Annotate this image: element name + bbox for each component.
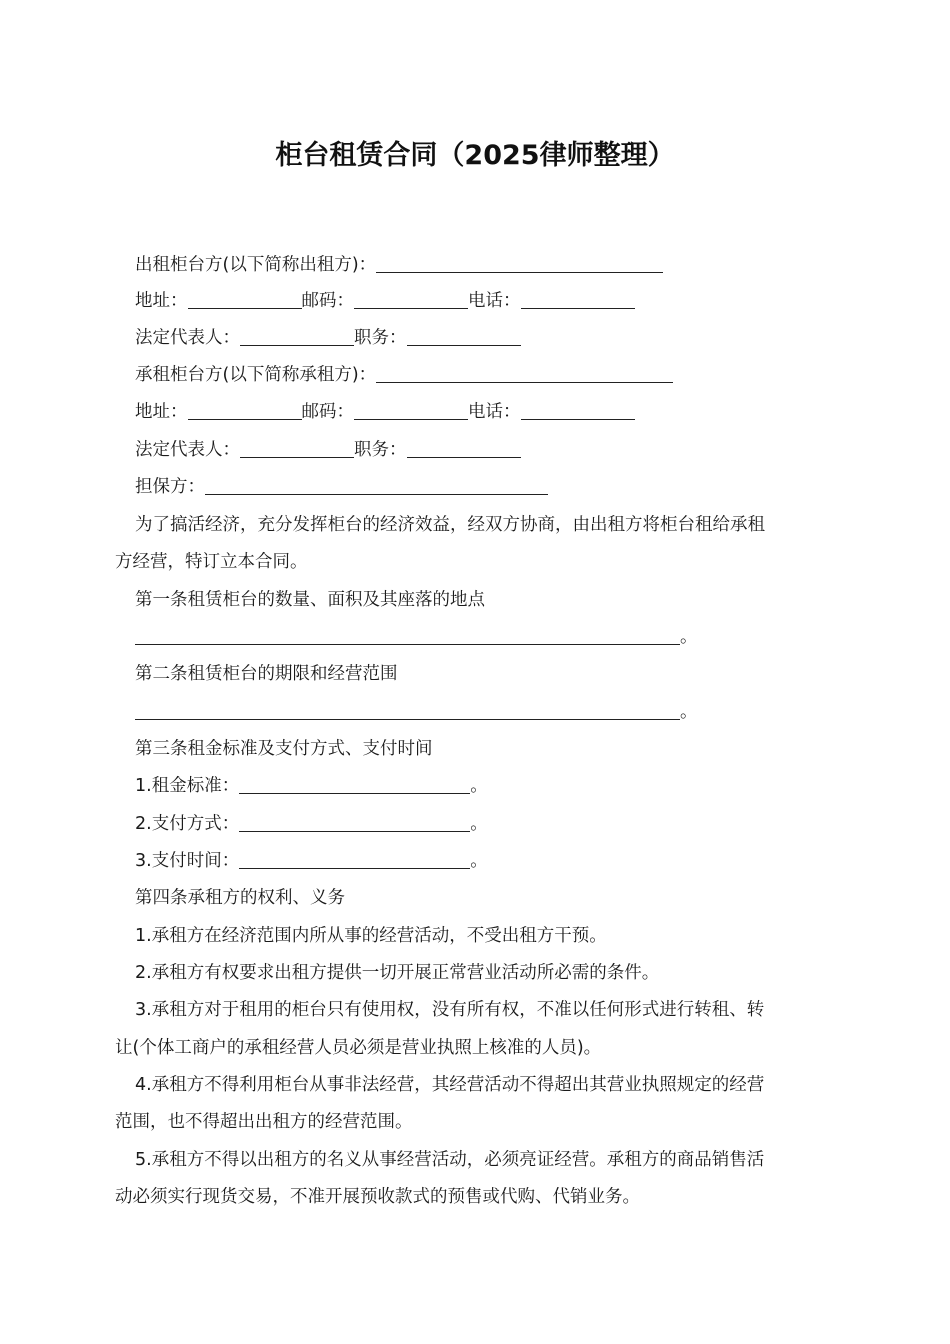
article-3-heading: 第三条租金标准及支付方式、支付时间 xyxy=(135,739,433,759)
article-2-period: 。 xyxy=(680,702,698,722)
guarantor-line xyxy=(135,475,548,499)
lessee-address-blank[interactable] xyxy=(188,401,302,420)
lessee-name-blank[interactable] xyxy=(376,364,673,383)
rent-standard-label: 1.租金标准： xyxy=(135,776,240,796)
article-2-blank[interactable] xyxy=(135,701,680,720)
lessor-rep-line xyxy=(135,326,521,350)
lessee-postcode-blank[interactable] xyxy=(354,401,468,420)
article-3-item-3 xyxy=(135,849,488,873)
lessor-legal-rep-blank[interactable] xyxy=(240,327,354,346)
payment-method-label: 2.支付方式： xyxy=(135,814,240,834)
lessor-party-label: 出租柜台方(以下简称出租方)： xyxy=(135,255,377,275)
lessor-position-label: 职务： xyxy=(354,328,407,348)
article-3-item-2 xyxy=(135,812,488,836)
lessor-party-line xyxy=(135,253,663,277)
lessor-address-label: 地址： xyxy=(135,291,188,311)
payment-time-label: 3.支付时间： xyxy=(135,851,240,871)
lessor-legal-rep-label: 法定代表人： xyxy=(135,328,240,348)
lessor-phone-label: 电话： xyxy=(468,291,521,311)
lessee-party-line xyxy=(135,363,673,387)
article-3-item-1 xyxy=(135,774,488,798)
payment-method-blank[interactable] xyxy=(239,813,470,832)
lessor-name-blank[interactable] xyxy=(376,254,663,273)
article-1-heading: 第一条租赁柜台的数量、面积及其座落的地点 xyxy=(135,590,485,610)
article-1-fill-line xyxy=(135,625,698,649)
lessee-postcode-label: 邮码： xyxy=(301,402,354,422)
lessee-party-label: 承租柜台方(以下简称承租方)： xyxy=(135,365,377,385)
document-title: 柜台租赁合同（2025律师整理） xyxy=(275,140,675,171)
article-4-item-2: 2.承租方有权要求出租方提供一切开展正常营业活动所必需的条件。 xyxy=(135,963,660,983)
rent-standard-blank[interactable] xyxy=(239,775,470,794)
lessee-legal-rep-blank[interactable] xyxy=(240,439,354,458)
payment-time-blank[interactable] xyxy=(239,850,470,869)
payment-time-period: 。 xyxy=(470,851,488,871)
article-4-item-3-line-1: 3.承租方对于租用的柜台只有使用权，没有所有权，不准以任何形式进行转租、转 xyxy=(135,1000,765,1020)
article-4-item-5-line-2: 动必须实行现货交易，不准开展预收款式的预售或代购、代销业务。 xyxy=(115,1187,640,1207)
preamble-line-1: 为了搞活经济，充分发挥柜台的经济效益，经双方协商，由出租方将柜台租给承租 xyxy=(135,515,765,535)
article-4-item-3-line-2: 让(个体工商户的承租经营人员必须是营业执照上核准的人员)。 xyxy=(115,1038,602,1058)
lessor-address-blank[interactable] xyxy=(188,290,302,309)
lessor-phone-blank[interactable] xyxy=(521,290,635,309)
lessee-rep-line xyxy=(135,438,521,462)
lessee-address-label: 地址： xyxy=(135,402,188,422)
article-4-heading: 第四条承租方的权利、义务 xyxy=(135,888,345,908)
payment-method-period: 。 xyxy=(470,814,488,834)
lessee-phone-blank[interactable] xyxy=(521,401,635,420)
lessor-postcode-label: 邮码： xyxy=(301,291,354,311)
guarantor-blank[interactable] xyxy=(205,476,548,495)
lessor-position-blank[interactable] xyxy=(407,327,521,346)
rent-standard-period: 。 xyxy=(470,776,488,796)
lessor-address-line xyxy=(135,289,635,313)
lessee-phone-label: 电话： xyxy=(468,402,521,422)
lessee-legal-rep-label: 法定代表人： xyxy=(135,440,240,460)
lessee-address-line xyxy=(135,400,635,424)
lessee-position-label: 职务： xyxy=(354,440,407,460)
article-4-item-4-line-2: 范围，也不得超出出租方的经营范围。 xyxy=(115,1112,413,1132)
article-2-fill-line xyxy=(135,700,698,724)
lessee-position-blank[interactable] xyxy=(407,439,521,458)
guarantor-label: 担保方： xyxy=(135,477,205,497)
preamble-line-2: 方经营，特订立本合同。 xyxy=(115,552,308,572)
article-1-blank[interactable] xyxy=(135,626,680,645)
article-2-heading: 第二条租赁柜台的期限和经营范围 xyxy=(135,664,398,684)
article-4-item-1: 1.承租方在经济范围内所从事的经营活动，不受出租方干预。 xyxy=(135,926,607,946)
article-4-item-4-line-1: 4.承租方不得利用柜台从事非法经营，其经营活动不得超出其营业执照规定的经营 xyxy=(135,1075,765,1095)
article-4-item-5-line-1: 5.承租方不得以出租方的名义从事经营活动，必须亮证经营。承租方的商品销售活 xyxy=(135,1150,765,1170)
lessor-postcode-blank[interactable] xyxy=(354,290,468,309)
article-1-period: 。 xyxy=(680,627,698,647)
